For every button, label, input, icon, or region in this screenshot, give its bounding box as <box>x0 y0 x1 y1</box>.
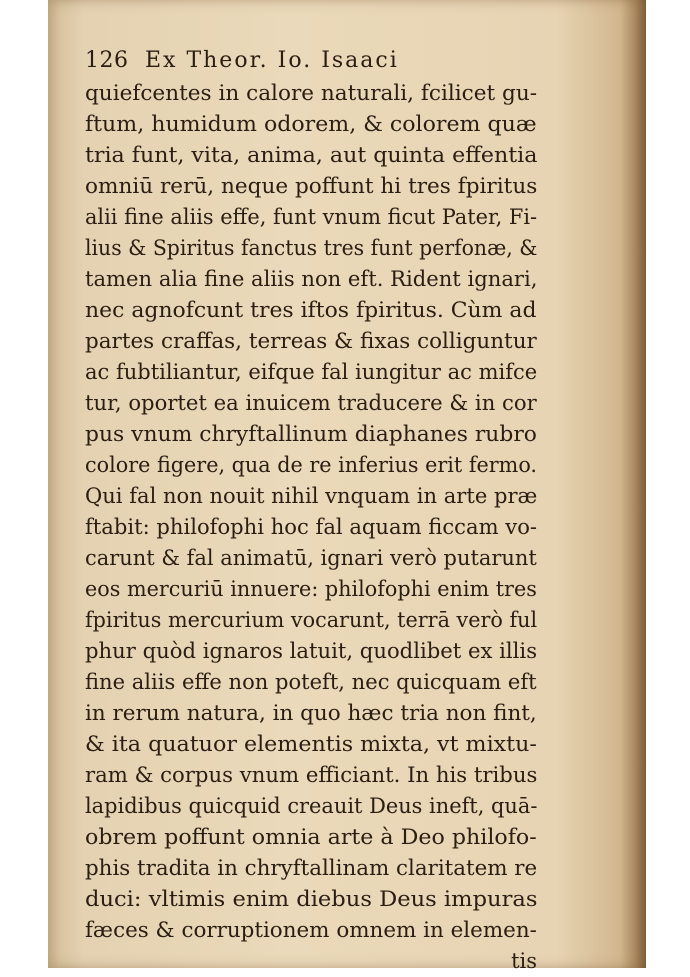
text-line: nec agnofcunt tres iftos fpiritus. Cùm ad <box>85 298 537 322</box>
text-line: fine aliis effe non poteft, nec quicquam eft <box>85 670 537 694</box>
text-line: obrem poffunt omnia arte à Deo philofo- <box>85 825 537 849</box>
text-line: tur, oportet ea inuicem traducere & in cor <box>85 391 537 415</box>
page-number: 126 <box>85 48 129 73</box>
text-line: duci: vltimis enim diebus Deus impuras <box>85 887 538 911</box>
text-line: ftabit: philofophi hoc fal aquam ficcam vo- <box>85 515 538 539</box>
page-text <box>85 44 585 977</box>
body-text <box>85 78 585 946</box>
text-line: in rerum natura, in quo hæc tria non fint, <box>85 701 537 725</box>
page-header <box>85 44 585 78</box>
catchword: tis <box>511 949 537 973</box>
text-line: alii fine aliis effe, funt vnum ficut Pater, Fi- <box>85 205 538 229</box>
text-line: tamen alia fine aliis non eft. Rident ignari, <box>85 267 538 291</box>
text-line: & ita quatuor elementis mixta, vt mixtu- <box>85 732 537 756</box>
text-line: lapidibus quicquid creauit Deus ineft, quā- <box>85 794 538 818</box>
text-line: quiefcentes in calore naturali, fcilicet gu- <box>85 81 538 105</box>
text-line: colore figere, qua de re inferius erit fermo. <box>85 453 538 477</box>
running-head: Ex Theor. Io. Isaaci <box>145 48 399 73</box>
text-line: Qui fal non nouit nihil vnquam in arte præ <box>85 484 538 508</box>
text-line: fæces & corruptionem omnem in elemen- <box>85 918 537 942</box>
text-line: eos mercuriū innuere: philofophi enim tres <box>85 577 537 601</box>
text-line: omniū rerū, neque poffunt hi tres fpiritus <box>85 174 538 198</box>
text-line: ac fubtiliantur, eifque fal iungitur ac mifce <box>85 360 538 384</box>
text-line: fpiritus mercurium vocarunt, terrā verò ful <box>85 608 538 632</box>
text-line: lius & Spiritus fanctus tres funt perfonæ, & <box>85 236 538 260</box>
text-line: tria funt, vita, anima, aut quinta effentia <box>85 143 538 167</box>
text-line: pus vnum chryftallinum diaphanes rubro <box>85 422 537 446</box>
text-line: ram & corpus vnum efficiant. In his tribus <box>85 763 538 787</box>
text-line: phur quòd ignaros latuit, quodlibet ex illis <box>85 639 538 663</box>
text-line: ftum, humidum odorem, & colorem quæ <box>85 112 537 136</box>
text-line: phis tradita in chryftallinam claritatem re <box>85 856 538 880</box>
text-line: partes craffas, terreas & fixas colliguntur <box>85 329 537 353</box>
page-gutter-shadow <box>620 0 646 968</box>
text-line: carunt & fal animatū, ignari verò putarunt <box>85 546 537 570</box>
